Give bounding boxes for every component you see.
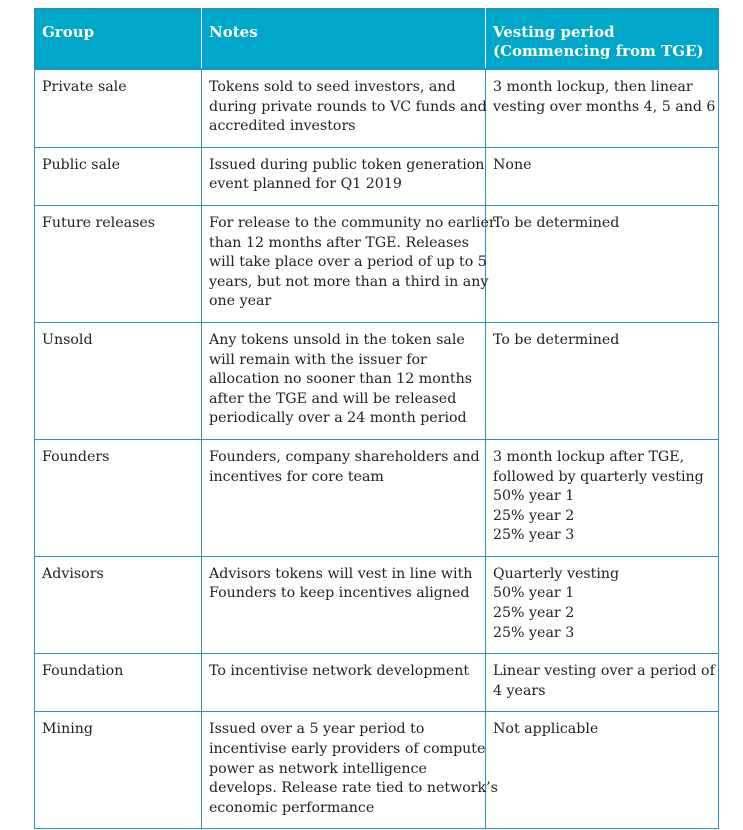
notes-line: Tokens sold to seed investors, and xyxy=(209,79,456,95)
notes-line: than 12 months after TGE. Releases xyxy=(209,234,469,251)
notes-line: To incentivise network development xyxy=(209,663,470,680)
notes-line: incentivise early providers of compute xyxy=(209,741,486,758)
notes-line: economic performance xyxy=(209,799,375,816)
notes-line: one year xyxy=(209,293,272,310)
header-vesting-period xyxy=(486,9,719,70)
cell-group xyxy=(35,712,202,829)
table-row xyxy=(35,712,719,829)
cell-notes xyxy=(202,556,486,653)
header-vesting-line-2: (Commencing from TGE) xyxy=(493,42,704,60)
vesting-line: To be determined xyxy=(493,214,620,231)
vesting-line: Not applicable xyxy=(493,721,599,738)
header-vesting-line-1: Vesting period xyxy=(493,23,615,41)
cell-notes xyxy=(202,205,496,322)
vesting-line: 25% year 2 xyxy=(493,507,575,524)
cell-notes xyxy=(202,712,498,829)
notes-line: Any tokens unsold in the token sale xyxy=(209,331,465,348)
notes-line: years, but not more than a third in any xyxy=(209,273,489,290)
cell-group xyxy=(35,147,202,205)
notes-line: power as network intelligence xyxy=(209,760,427,777)
notes-line: will take place over a period of up to 5 xyxy=(209,254,487,271)
vesting-line: Quarterly vesting xyxy=(493,565,620,582)
notes-line: after the TGE and will be released xyxy=(209,390,457,407)
notes-line: incentives for core team xyxy=(209,468,384,485)
notes-line: during private rounds to VC funds and xyxy=(209,98,487,115)
notes-line: will remain with the issuer for xyxy=(209,351,427,368)
group-text: Private sale xyxy=(42,79,127,95)
cell-group xyxy=(35,654,202,712)
group-text: Future releases xyxy=(42,214,156,231)
cell-notes xyxy=(202,654,486,712)
table-row xyxy=(35,556,719,653)
notes-line: event planned for Q1 2019 xyxy=(209,176,402,193)
notes-line: Founders, company shareholders and xyxy=(209,448,480,465)
vesting-line: 25% year 3 xyxy=(493,624,575,641)
cell-vesting-period xyxy=(486,439,719,556)
cell-notes xyxy=(202,69,486,147)
vesting-line: 50% year 1 xyxy=(493,488,575,505)
cell-group xyxy=(35,205,202,322)
vesting-line: vesting over months 4, 5 and 6 xyxy=(493,98,716,115)
notes-line: allocation no sooner than 12 months xyxy=(209,371,473,388)
table-row xyxy=(35,69,719,147)
table-row xyxy=(35,439,719,556)
table-header xyxy=(35,9,719,70)
table-row xyxy=(35,205,719,322)
cell-notes xyxy=(202,322,486,439)
cell-group xyxy=(35,439,202,556)
vesting-line: 50% year 1 xyxy=(493,585,575,602)
cell-vesting-period xyxy=(486,556,719,653)
vesting-line: 25% year 2 xyxy=(493,605,575,622)
notes-line: Founders to keep incentives aligned xyxy=(209,585,470,602)
notes-line: Advisors tokens will vest in line with xyxy=(209,565,473,582)
notes-line: Issued over a 5 year period to xyxy=(209,721,425,738)
group-text: Mining xyxy=(42,721,93,738)
group-text: Public sale xyxy=(42,156,120,173)
vesting-line: 3 month lockup after TGE, xyxy=(493,448,685,465)
notes-line: accredited investors xyxy=(209,118,356,135)
cell-vesting-period xyxy=(486,712,719,829)
vesting-line: 25% year 3 xyxy=(493,527,575,544)
cell-vesting-period xyxy=(486,205,719,322)
notes-line: develops. Release rate tied to network’s xyxy=(209,780,498,797)
cell-group xyxy=(35,556,202,653)
table-body xyxy=(35,69,719,829)
header-group: Group xyxy=(35,9,202,70)
table-row xyxy=(35,654,719,712)
notes-line: For release to the community no earlier xyxy=(209,214,496,231)
header-row xyxy=(35,9,719,70)
table-row xyxy=(35,147,719,205)
group-text: Unsold xyxy=(42,331,93,348)
table-row xyxy=(35,322,719,439)
cell-vesting-period xyxy=(486,654,719,712)
cell-notes xyxy=(202,439,486,556)
vesting-line: None xyxy=(493,156,532,173)
notes-line: periodically over a 24 month period xyxy=(209,410,467,427)
group-text: Advisors xyxy=(42,565,104,582)
cell-group xyxy=(35,322,202,439)
cell-group xyxy=(35,69,202,147)
vesting-line: 3 month lockup, then linear xyxy=(493,79,693,95)
group-text: Founders xyxy=(42,448,110,465)
cell-notes xyxy=(202,147,486,205)
vesting-line: To be determined xyxy=(493,331,620,348)
vesting-line: followed by quarterly vesting xyxy=(493,468,704,485)
token-vesting-table xyxy=(34,8,719,829)
cell-vesting-period xyxy=(486,322,719,439)
vesting-line: 4 years xyxy=(493,682,546,699)
vesting-line: Linear vesting over a period of xyxy=(493,663,715,680)
notes-line: Issued during public token generation xyxy=(209,156,485,173)
header-notes: Notes xyxy=(202,9,486,70)
cell-vesting-period xyxy=(486,147,719,205)
group-text: Foundation xyxy=(42,663,124,680)
cell-vesting-period xyxy=(486,69,719,147)
